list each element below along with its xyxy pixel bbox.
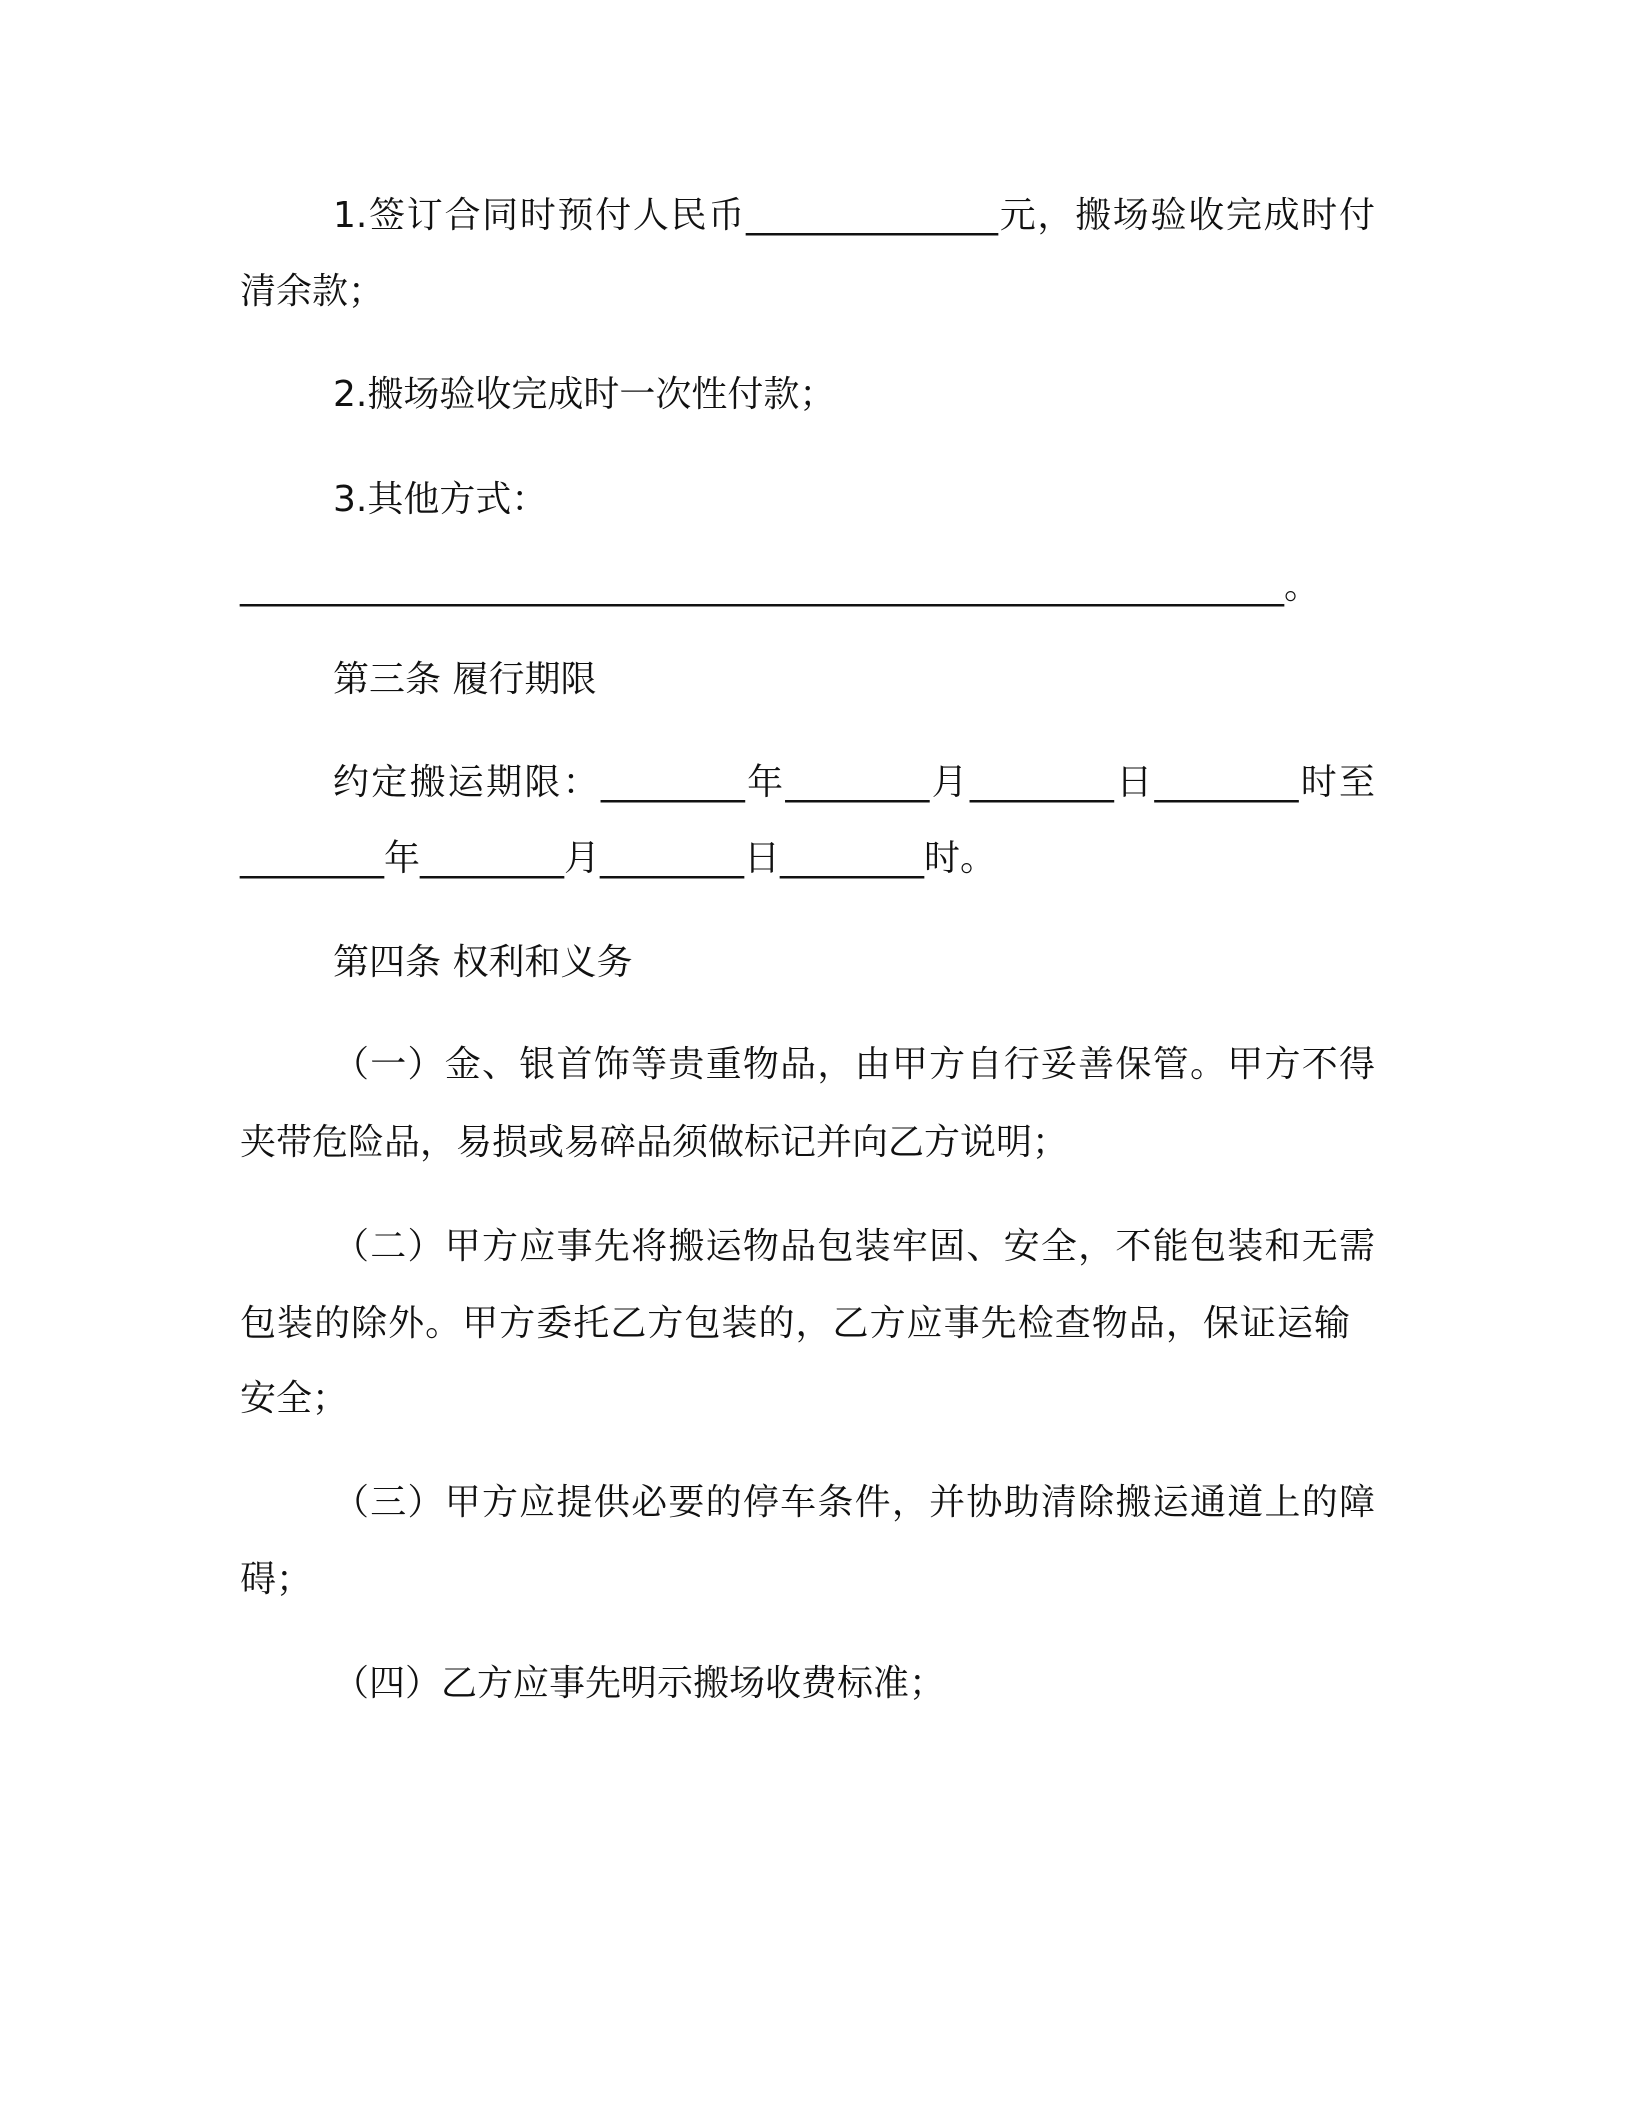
article-4-item-3: （三）甲方应提供必要的停车条件，并协助清除搬运通道上的障 bbox=[333, 1482, 1375, 1523]
article-4-item-2-cont2: 安全； bbox=[240, 1378, 349, 1419]
article-4-item-4: （四）乙方应事先明示搬场收费标准； bbox=[333, 1663, 946, 1704]
article-4-item-1: （一）金、银首饰等贵重物品，由甲方自行妥善保管。甲方不得 bbox=[333, 1044, 1375, 1085]
article-4-item-2-cont: 包装的除外。甲方委托乙方包装的，乙方应事先检查物品，保证运输 bbox=[240, 1303, 1350, 1344]
article-4-item-3-cont: 碍； bbox=[240, 1559, 313, 1600]
payment-option-2: 2.搬场验收完成时一次性付款； bbox=[333, 374, 836, 415]
payment-option-3-blank: __________________________________________________________。 bbox=[240, 566, 1320, 607]
article-4-item-2: （二）甲方应事先将搬运物品包装牢固、安全，不能包装和无需 bbox=[333, 1226, 1375, 1267]
article-3-term-line-2: ________年________月________日________时。 bbox=[240, 838, 996, 879]
payment-option-3: 3.其他方式： bbox=[333, 479, 548, 520]
article-4-item-1-cont: 夹带危险品，易损或易碎品须做标记并向乙方说明； bbox=[240, 1122, 1069, 1163]
article-3-term-line-1: 约定搬运期限：________年________月________日________时至 bbox=[333, 762, 1375, 803]
article-3-heading: 第三条 履行期限 bbox=[333, 659, 597, 700]
payment-option-1: 1.签订合同时预付人民币______________元，搬场验收完成时付 bbox=[333, 195, 1375, 236]
article-4-heading: 第四条 权利和义务 bbox=[333, 942, 633, 983]
payment-option-1-cont: 清余款； bbox=[240, 271, 385, 312]
